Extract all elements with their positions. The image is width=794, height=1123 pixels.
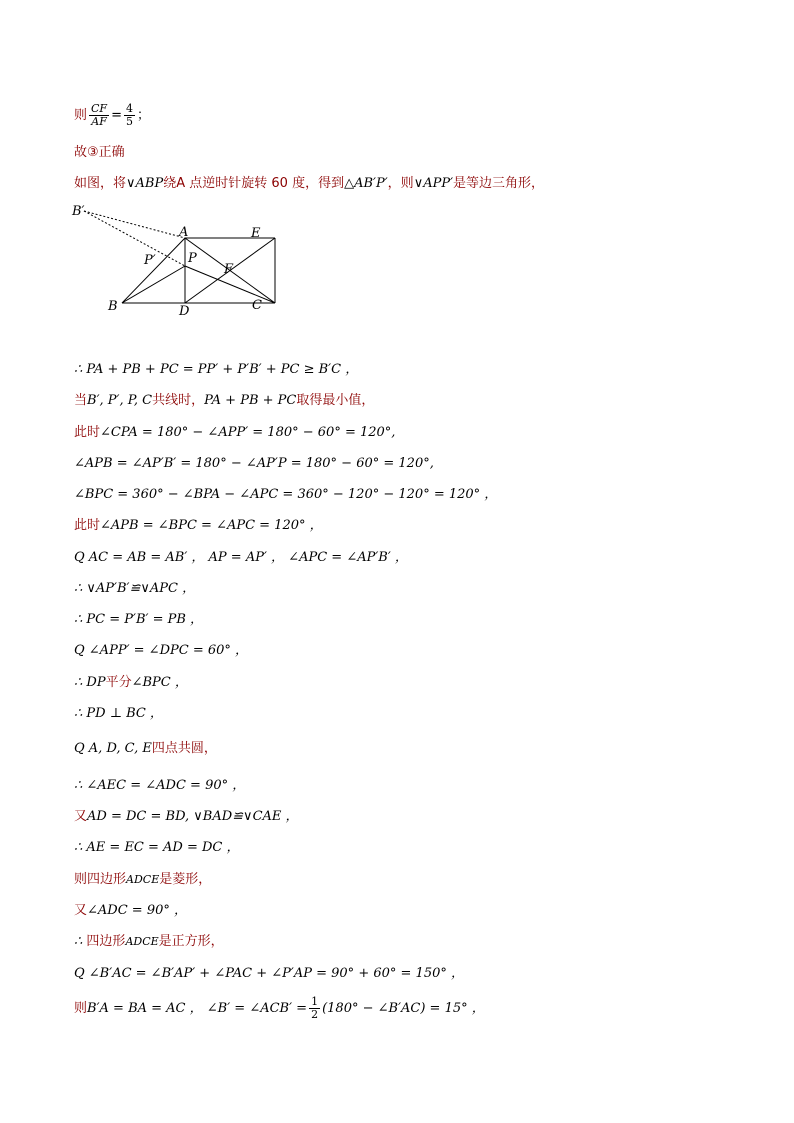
fraction-cf-af xyxy=(89,103,109,128)
line-8: ∠BPC = 360° − ∠BPA − ∠APC = 360° − 120° − 120° = 120° ， xyxy=(74,487,498,502)
numerator: CF xyxy=(91,102,108,115)
text: 又 xyxy=(74,809,88,824)
label-b: B xyxy=(108,299,118,314)
line-6 xyxy=(74,425,395,441)
label-a: A xyxy=(179,225,189,240)
math: ∴ xyxy=(74,934,83,949)
line-7: ∠APB = ∠AP′B′ = 180° − ∠AP′P = 180° − 60° = 120°, xyxy=(74,456,434,471)
text: ； xyxy=(136,108,150,123)
math: ADCE xyxy=(125,935,159,948)
label-p: P xyxy=(188,251,197,266)
text: 当 xyxy=(74,393,88,408)
text: 四边形 xyxy=(86,934,126,949)
line-20 xyxy=(74,872,211,888)
math: ∠BPC ， xyxy=(131,675,188,690)
label-d: D xyxy=(179,304,190,319)
fraction-one-half xyxy=(309,996,320,1021)
math: ∠ADC = 90° ， xyxy=(87,903,187,918)
line-16 xyxy=(74,741,217,757)
text: 此时 xyxy=(74,425,101,440)
text: 四点共圆， xyxy=(151,741,217,756)
denominator: 5 xyxy=(125,115,133,128)
line-22 xyxy=(74,934,224,950)
math: B′, P′, P, C xyxy=(87,393,153,408)
label-b-prime: B′ xyxy=(72,204,85,219)
text: 平分 xyxy=(105,675,132,690)
numerator: 1 xyxy=(311,995,319,1008)
text: 绕A 点逆时针旋转 60 度，得到 xyxy=(163,176,345,191)
line-12: ∴ PC = P′B′ = PB ， xyxy=(74,612,204,627)
text: 此时 xyxy=(74,518,101,533)
text: 如图，将 xyxy=(74,176,127,191)
segment-ab xyxy=(122,238,185,303)
line-2: 故③正确 xyxy=(74,145,125,160)
math: ∠APB = ∠BPC = ∠APC = 120° ， xyxy=(100,518,323,533)
line-15: ∴ PD ⊥ BC ， xyxy=(74,706,163,721)
text: 则 xyxy=(74,108,88,123)
line-13: Q ∠APP′ = ∠DPC = 60° ， xyxy=(74,643,249,658)
line-9 xyxy=(74,518,323,534)
numerator: 4 xyxy=(125,102,133,115)
line-23: Q ∠B′AC = ∠B′AP′ + ∠PAC + ∠P′AP = 90° + 60° = 150° ， xyxy=(74,966,464,981)
line-24 xyxy=(74,994,485,1024)
math: ∠CPA = 180° − ∠APP′ = 180° − 60° = 120°, xyxy=(100,425,396,440)
math: △AB′P′ xyxy=(344,176,388,191)
math: ∨APP′ xyxy=(413,176,454,191)
line-19: ∴ AE = EC = AD = DC ， xyxy=(74,840,240,855)
math: PA + PB + PC xyxy=(204,393,297,408)
segment-bp xyxy=(122,266,185,303)
math: (180° − ∠B′AC) = 15° ， xyxy=(322,1001,485,1016)
line-17: ∴ ∠AEC = ∠ADC = 90° ， xyxy=(74,778,246,793)
text: 是菱形， xyxy=(159,872,212,887)
dashed-line-bprime-a xyxy=(84,211,185,238)
text: 是等边三角形， xyxy=(453,176,545,191)
math: AD = DC = BD, ∨BAD≌∨CAE ， xyxy=(87,809,299,824)
text: 共线时， xyxy=(152,393,205,408)
line-1 xyxy=(74,102,150,130)
text: 又 xyxy=(74,903,88,918)
fraction-4-5 xyxy=(124,103,135,128)
label-p-prime: P′ xyxy=(144,253,156,268)
label-f: F xyxy=(224,262,234,277)
line-5 xyxy=(74,393,374,409)
line-11: ∴ ∨AP′B′≌∨APC ， xyxy=(74,581,196,596)
math: ∨ABP xyxy=(126,176,164,191)
line-21 xyxy=(74,903,187,919)
denominator: AF xyxy=(91,115,107,128)
line-3 xyxy=(74,176,544,192)
denominator: 2 xyxy=(311,1008,319,1021)
label-c: C xyxy=(252,298,262,313)
text: 则 xyxy=(74,1001,88,1016)
line-4: ∴ PA + PB + PC = PP′ + P′B′ + PC ≥ B′C ， xyxy=(74,362,359,377)
geometry-figure xyxy=(66,198,276,323)
dashed-line-bprime-p xyxy=(84,211,185,266)
line-18 xyxy=(74,809,299,825)
math: ∴ DP xyxy=(74,675,106,690)
text: 是正方形， xyxy=(158,934,224,949)
text: 取得最小值， xyxy=(296,393,375,408)
equals: = xyxy=(111,108,122,123)
text: ，则 xyxy=(387,176,414,191)
math: Q A, D, C, E xyxy=(74,741,152,756)
math: B′A = BA = AC ， ∠B′ = ∠ACB′ = xyxy=(87,1001,308,1016)
math: ADCE xyxy=(126,873,160,886)
label-e: E xyxy=(251,226,261,241)
text: 则四边形 xyxy=(74,872,127,887)
line-10: Q AC = AB = AB′ ， AP = AP′ ， ∠APC = ∠AP′B′ ， xyxy=(74,550,408,565)
line-14 xyxy=(74,675,188,691)
